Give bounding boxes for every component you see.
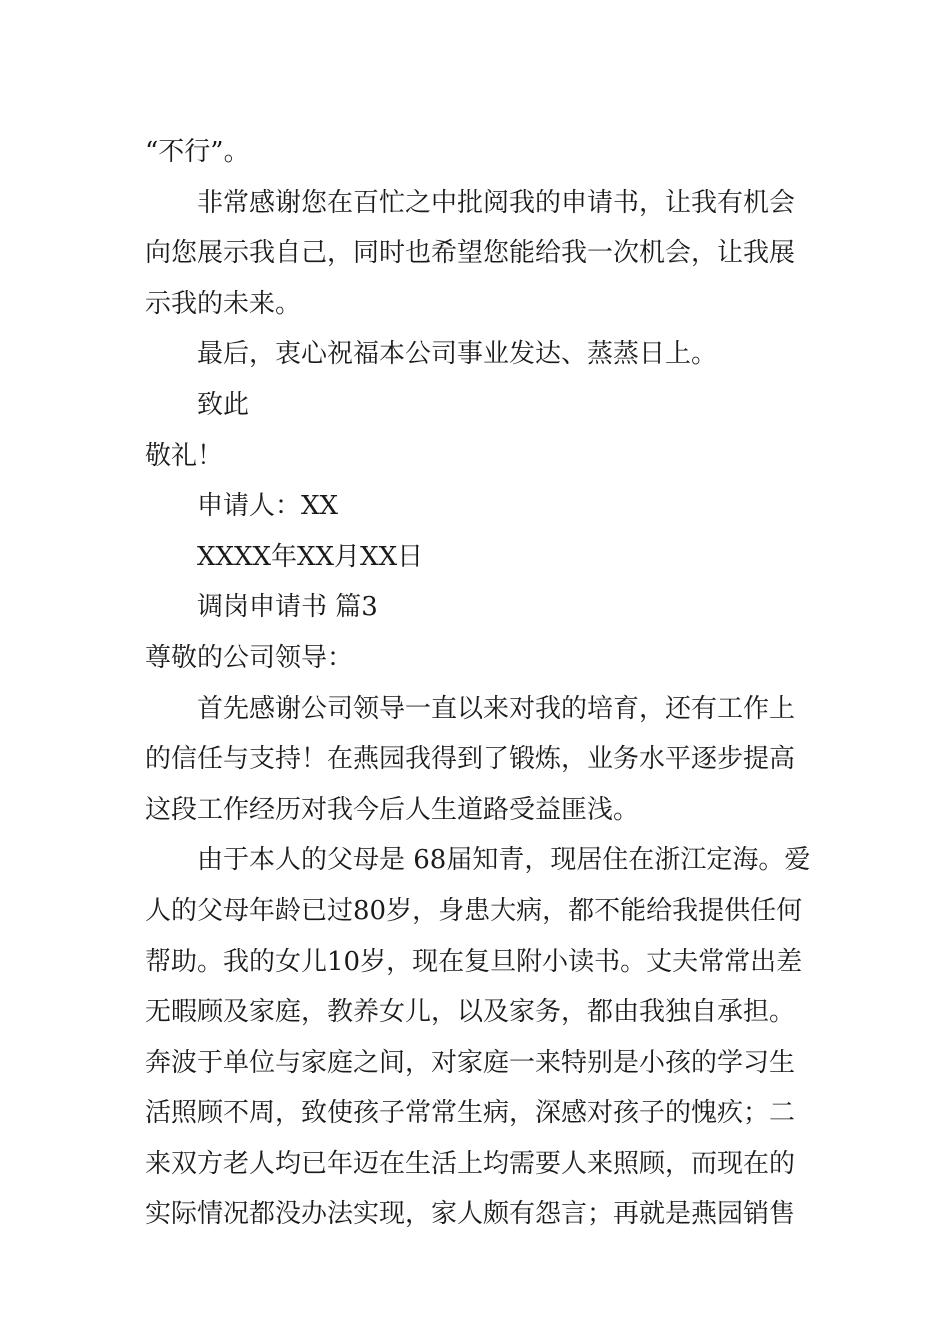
text-line: 实际情况都没办法实现，家人颇有怨言；再就是燕园销售 bbox=[145, 1199, 796, 1230]
text-line: 最后，衷心祝福本公司事业发达、蒸蒸日上。 bbox=[197, 339, 718, 370]
text-line: “不行”。 bbox=[145, 137, 250, 167]
salutation: 尊敬的公司领导： bbox=[145, 642, 354, 673]
applicant-signature: 申请人：XX bbox=[197, 491, 339, 522]
text-line: 帮助。我的女儿10岁，现在复旦附小读书。丈夫常常出差 bbox=[145, 946, 803, 977]
text-line: 由于本人的父母是 68届知青，现居住在浙江定海。爱 bbox=[197, 845, 810, 876]
closing-phrase: 致此 bbox=[197, 389, 250, 420]
text-line: 奔波于单位与家庭之间，对家庭一来特别是小孩的学习生 bbox=[145, 1047, 796, 1078]
section-title: 调岗申请书 篇3 bbox=[197, 592, 378, 623]
text-line: 人的父母年龄已过80岁，身患大病，都不能给我提供任何 bbox=[145, 895, 803, 926]
letter-date: XXXX年XX月XX日 bbox=[197, 541, 424, 572]
text-line: 的信任与支持！在燕园我得到了锻炼，业务水平逐步提高 bbox=[145, 744, 796, 775]
text-line: 无暇顾及家庭，教养女儿，以及家务，都由我独自承担。 bbox=[145, 997, 796, 1028]
text-line: 向您展示我自己，同时也希望您能给我一次机会，让我展 bbox=[145, 238, 796, 269]
salutation-closing: 敬礼！ bbox=[145, 440, 224, 471]
text-line: 首先感谢公司领导一直以来对我的培育，还有工作上 bbox=[197, 693, 796, 724]
text-line: 来双方老人均已年迈在生活上均需要人来照顾，而现在的 bbox=[145, 1148, 796, 1179]
document-page bbox=[145, 127, 810, 1240]
text-line: 非常感谢您在百忙之中批阅我的申请书，让我有机会 bbox=[197, 187, 796, 218]
text-line: 活照顾不周，致使孩子常常生病，深感对孩子的愧疚；二 bbox=[145, 1098, 796, 1129]
text-line: 这段工作经历对我今后人生道路受益匪浅。 bbox=[145, 794, 640, 825]
text-line: 示我的未来。 bbox=[145, 288, 302, 319]
